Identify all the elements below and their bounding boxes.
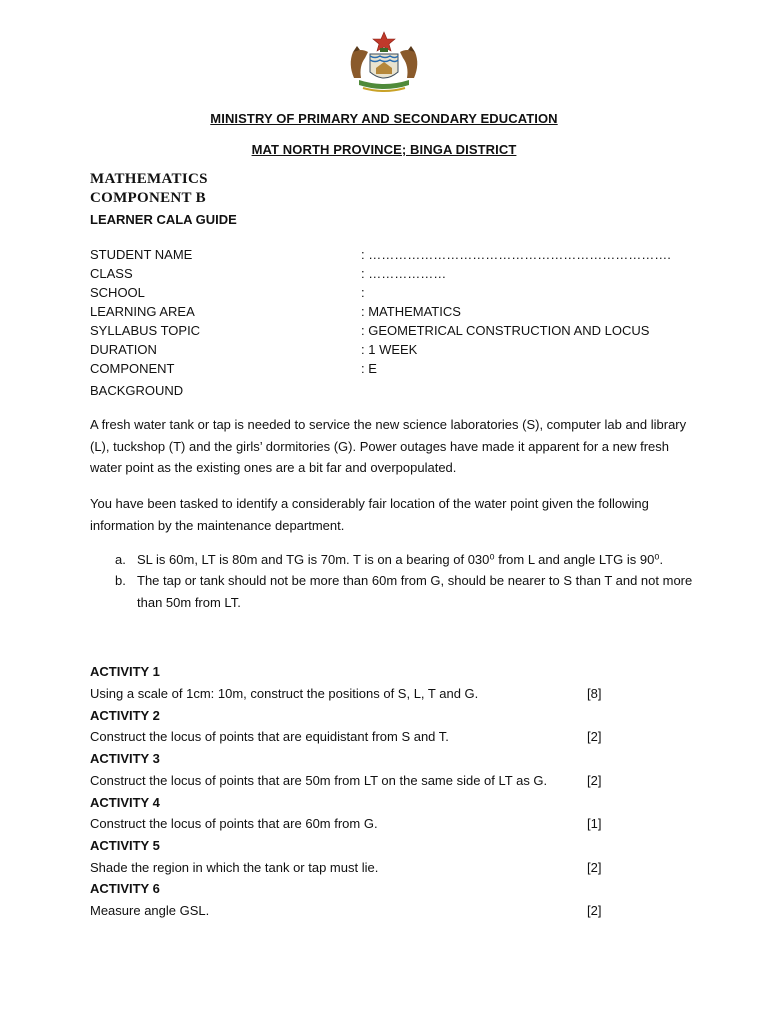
activity-5-task: Shade the region in which the tank or tap must lie. xyxy=(90,860,379,875)
activity-6-marks: [2] xyxy=(587,903,602,918)
background-paragraph: A fresh water tank or tap is needed to service the new science laboratories (S), computer lab and library (L), tuckshop (T) and the girls’ dormitories (G). Power outages have made it apparent for a new fresh water point as the existing ones are a bit far and overpopulated. xyxy=(90,417,687,475)
info-label-component: COMPONENT xyxy=(90,361,175,376)
info-value-component: : E xyxy=(361,361,377,376)
activity-3-task: Construct the locus of points that are 50m from LT on the same side of LT as G. xyxy=(90,773,548,788)
activity-5-marks: [2] xyxy=(587,860,602,875)
activity-6-heading: ACTIVITY 6 xyxy=(90,881,160,896)
activity-1-task: Using a scale of 1cm: 10m, construct the positions of S, L, T and G. xyxy=(90,686,479,701)
info-value-syllabus-topic: : GEOMETRICAL CONSTRUCTION AND LOCUS xyxy=(361,323,650,338)
list-text: The tap or tank should not be more than 60m from G, should be nearer to S than T and not more than 50m from LT. xyxy=(137,573,693,610)
info-label-class: CLASS xyxy=(90,266,133,281)
info-value-class: : ……………… xyxy=(361,266,447,281)
component-heading: COMPONENT B xyxy=(90,190,206,206)
activity-4-task: Construct the locus of points that are 60m from G. xyxy=(90,816,378,831)
activity-4-marks: [1] xyxy=(587,816,602,831)
subject-heading: MATHEMATICS xyxy=(90,171,208,187)
activity-6-task: Measure angle GSL. xyxy=(90,903,210,918)
activity-1-heading: ACTIVITY 1 xyxy=(90,664,160,679)
ministry-heading: MINISTRY OF PRIMARY AND SECONDARY EDUCATION xyxy=(210,111,558,126)
info-value-student-name: : ……………………………………………………………. xyxy=(361,247,671,262)
info-label-school: SCHOOL xyxy=(90,285,145,300)
guide-title: LEARNER CALA GUIDE xyxy=(90,212,237,227)
activity-5-heading: ACTIVITY 5 xyxy=(90,838,160,853)
province-heading: MAT NORTH PROVINCE; BINGA DISTRICT xyxy=(251,142,517,157)
activity-2-marks: [2] xyxy=(587,729,602,744)
activity-3-heading: ACTIVITY 3 xyxy=(90,751,160,766)
coat-of-arms-logo xyxy=(339,28,429,98)
info-label-learning-area: LEARNING AREA xyxy=(90,304,195,319)
list-marker: a. xyxy=(115,552,126,567)
activity-4-heading: ACTIVITY 4 xyxy=(90,795,160,810)
background-heading: BACKGROUND xyxy=(90,383,184,398)
activity-2-heading: ACTIVITY 2 xyxy=(90,708,160,723)
activity-1-marks: [8] xyxy=(587,686,602,701)
info-value-duration: : 1 WEEK xyxy=(361,342,418,357)
activity-2-task: Construct the locus of points that are equidistant from S and T. xyxy=(90,729,449,744)
info-value-school: : xyxy=(361,285,365,300)
list-marker: b. xyxy=(115,573,126,588)
task-paragraph: You have been tasked to identify a considerably fair location of the water point given the following information by the maintenance department. xyxy=(90,496,649,533)
activity-3-marks: [2] xyxy=(587,773,602,788)
info-label-student-name: STUDENT NAME xyxy=(90,247,193,262)
info-value-learning-area: : MATHEMATICS xyxy=(361,304,461,319)
list-text: SL is 60m, LT is 80m and TG is 70m. T is on a bearing of 030⁰ from L and angle LTG is 90⁰. xyxy=(137,552,664,567)
info-label-duration: DURATION xyxy=(90,342,157,357)
info-label-syllabus-topic: SYLLABUS TOPIC xyxy=(90,323,201,338)
